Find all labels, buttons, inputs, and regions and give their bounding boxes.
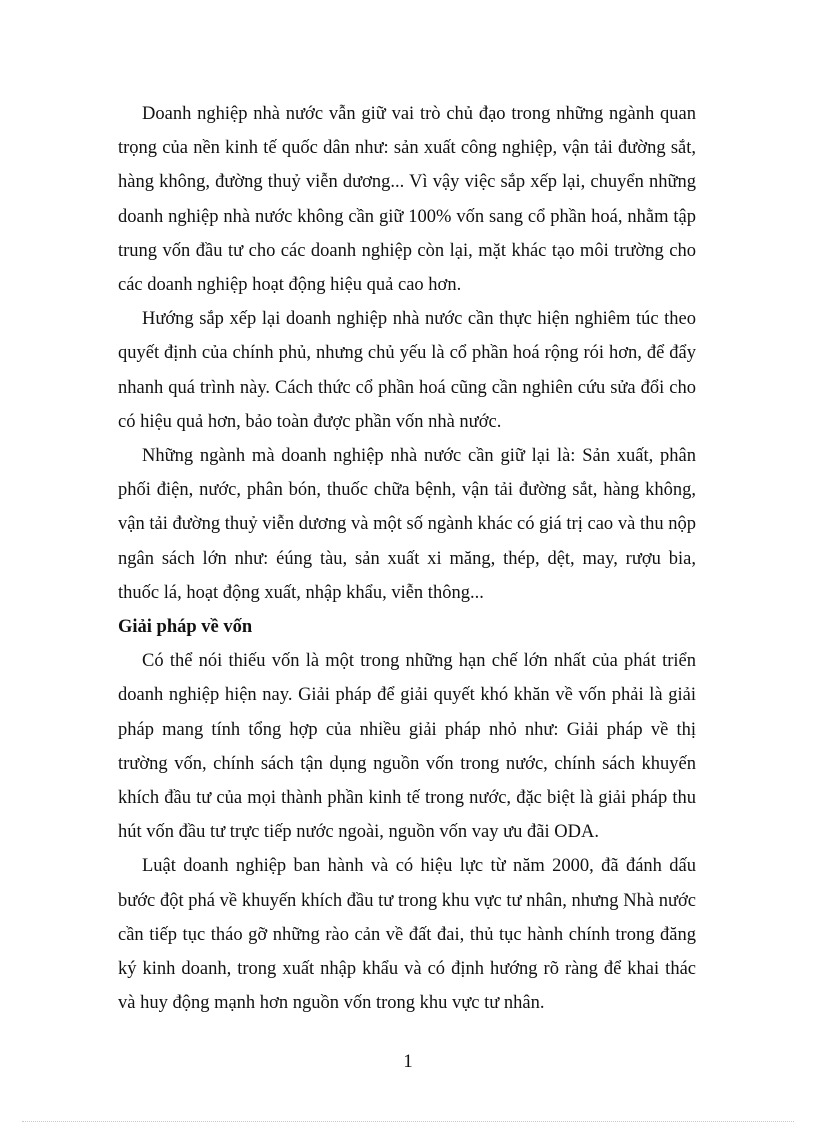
paragraph-restructuring-direction: Hướng sắp xếp lại doanh nghiệp nhà nước cần thực hiện nghiêm túc theo quyết định của chính phủ, nhưng chủ yếu là cổ phần hoá rộng rói hơn, để đẩy nhanh quá trình này. Cách thức cổ phần hoá cũng cần nghiên cứu sửa đổi cho có hiệu quả hơn, bảo toàn được phần vốn nhà nước. <box>118 309 696 432</box>
section-heading-capital-solutions: Giải pháp về vốn <box>118 617 253 638</box>
paragraph-retained-sectors: Những ngành mà doanh nghiệp nhà nước cần giữ lại là: Sản xuất, phân phối điện, nước, phân bón, thuốc chữa bệnh, vận tải đường sắt, hàng không, vận tải đường thuỷ viễn dương và một số ngành khác có giá trị cao và thu nộp ngân sách lớn như: éúng tàu, sản xuất xi măng, thép, dệt, may, rượu bia, thuốc lá, hoạt động xuất, nhập khẩu, viễn thông... <box>118 446 696 603</box>
page-bottom-divider <box>22 1121 794 1122</box>
paragraph-state-enterprise-role: Doanh nghiệp nhà nước vẫn giữ vai trò chủ đạo trong những ngành quan trọng của nền kinh tế quốc dân như: sản xuất công nghiệp, vận tải đường sắt, hàng không, đường thuỷ viễn dương... Vì vậy việc sắp xếp lại, chuyển những doanh nghiệp nhà nước không cần giữ 100% vốn sang cổ phần hoá, nhằm tập trung vốn đầu tư cho các doanh nghiệp còn lại, mặt khác tạo môi trường cho các doanh nghiệp hoạt động hiệu quả cao hơn. <box>118 104 696 296</box>
page-number: 1 <box>403 1051 413 1072</box>
paragraph-capital-shortage: Có thể nói thiếu vốn là một trong những hạn chế lớn nhất của phát triển doanh nghiệp hiện nay. Giải pháp để giải quyết khó khăn về vốn phải là giải pháp mang tính tổng hợp của nhiều giải pháp nhỏ như: Giải pháp về thị trường vốn, chính sách tận dụng nguồn vốn trong nước, chính sách khuyến khích đầu tư của mọi thành phần kinh tế trong nước, đặc biệt là giải pháp thu hút vốn đầu tư trực tiếp nước ngoài, nguồn vốn vay ưu đãi ODA. <box>118 651 696 843</box>
paragraph-enterprise-law: Luật doanh nghiệp ban hành và có hiệu lực từ năm 2000, đã đánh dấu bước đột phá về khuyến khích đầu tư trong khu vực tư nhân, nhưng Nhà nước cần tiếp tục tháo gỡ những rào cản về đất đai, thủ tục hành chính trong đăng ký kinh doanh, trong xuất nhập khẩu và có định hướng rõ ràng để khai thác và huy động mạnh hơn nguồn vốn trong khu vực tư nhân. <box>118 856 696 1014</box>
document-body <box>118 97 696 1020</box>
